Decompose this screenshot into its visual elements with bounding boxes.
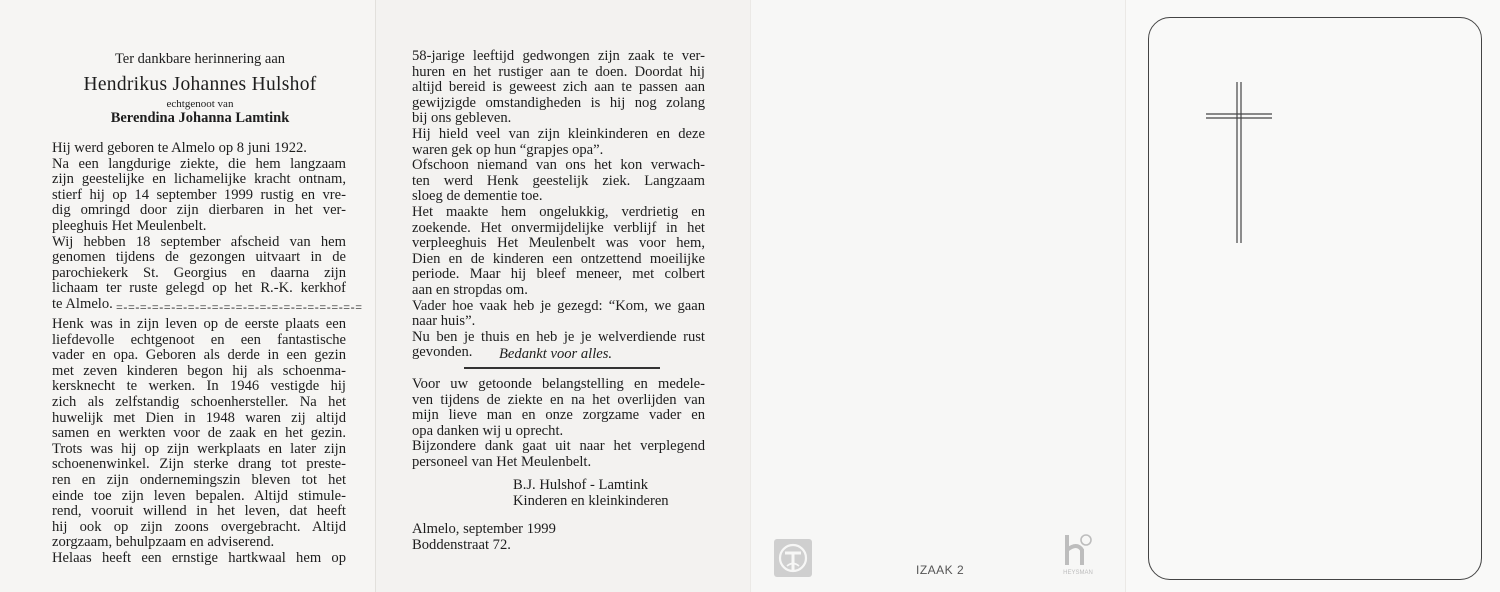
text-line: huren en het rustiger aan te doen. Doordat hij (412, 63, 705, 80)
text-line: te Almelo. (52, 295, 113, 312)
text-line: Het maakte hem ongelukkig, verdrietig en (412, 203, 705, 220)
text-line: zijn geestelijke en lichamelijke kracht ontnam, (52, 171, 346, 188)
text-line: Hij werd geboren te Almelo op 8 juni 1922. (52, 140, 307, 156)
text-line: Henk was in zijn leven op de eerste plaats een (52, 316, 346, 332)
thanks-line: Bedankt voor alles. (499, 346, 613, 362)
text-line: Dien en de kinderen een ontzettend moeilijke (412, 250, 705, 267)
text-line: periode. Maar hij bleef meneer, met colbert (412, 266, 705, 283)
text-line: personeel van Het Meulenbelt. (412, 453, 592, 470)
acknowledgement-paragraph (412, 377, 705, 471)
text-line: bij ons gebleven. (412, 110, 512, 127)
text-line: Voor uw getoonde belangstelling en medele- (412, 376, 705, 392)
text-line: Bijzondere dank gaat uit naar het verplegend (412, 438, 705, 455)
text-line: zoekende. Het onvermijdelijke verblijf in het (412, 219, 705, 236)
text-line: Helaas heeft een ernstige hartkwaal hem op (52, 549, 346, 566)
text-line: huwelijk met Dien in 1948 waren zij altijd (52, 409, 346, 426)
card-panel-inside-text (375, 0, 750, 592)
divider-rule (464, 367, 660, 369)
text-line: rend, vooruit willend in het leven, dat heeft (52, 503, 346, 520)
deceased-name: Hendrikus Johannes Hulshof (83, 74, 317, 95)
spouse-label: echtgenoot van (166, 98, 234, 110)
text-line: lichaam ter ruste gelegd op het R.-K. kerkhof (52, 280, 346, 297)
text-line: aan en stropdas om. (412, 281, 528, 298)
text-line: Na een langdurige ziekte, die hem langzaam (52, 155, 346, 172)
text-line: schoenenwinkel. Zijn sterke drang tot preste- (52, 456, 346, 473)
text-line: ren en zijn ondernemingszin bleven tot het (52, 471, 346, 488)
text-line: sloeg de dementie toe. (412, 188, 543, 205)
text-line: hij ook op zijn zoons overgebracht. Altijd (52, 518, 346, 535)
text-line: Trots was hij op zijn werkplaats en later zijn (52, 440, 346, 457)
text-line: Hij hield veel van zijn kleinkinderen en deze (412, 125, 705, 142)
text-line: samen en werkten voor de zaak en het gezin. (52, 425, 346, 442)
text-line: Nu ben je thuis en heb je je welverdiende rust (412, 328, 705, 345)
address: Boddenstraat 72. (412, 537, 511, 553)
text-line: Vader hoe vaak heb je gezegd: “Kom, we gaan (412, 297, 705, 314)
text-line: pleeghuis Het Meulenbelt. (52, 217, 207, 234)
text-line: naar huis”. (412, 313, 476, 330)
text-line: zich als zelfstandig schoenhersteller. Na het (52, 393, 346, 410)
signature-family: Kinderen en kleinkinderen (513, 493, 669, 509)
text-line: opa danken wij u oprecht. (412, 422, 564, 439)
text-line: Wij hebben 18 september afscheid van hem (52, 233, 346, 250)
text-line: parochiekerk St. Georgius en daarna zijn (52, 264, 346, 281)
card-code: IZAAK 2 (916, 563, 965, 577)
biography-continued (412, 49, 705, 361)
h-logo-icon (1063, 532, 1093, 576)
text-line: dig omringd door zijn dierbaren in het ver- (52, 202, 346, 219)
cover-frame (1148, 17, 1482, 580)
card-panel-front-text (0, 0, 375, 592)
printer-logo-text: HEYSMAN (1063, 570, 1093, 576)
text-line: gevonden. (412, 344, 473, 361)
text-line: altijd bereid is geweest zich aan te passen aan (412, 79, 705, 96)
card-panel-back (750, 0, 1125, 592)
signature-name: B.J. Hulshof - Lamtink (513, 477, 648, 493)
text-line: gewijzigde omstandigheden is hij nog zolang (412, 94, 705, 111)
text-line: Ofschoon niemand van ons het kon verwach- (412, 157, 705, 174)
spouse-name: Berendina Johanna Lamtink (110, 110, 290, 126)
text-line: mijn lieve man en onze zorgzame vader en (412, 407, 705, 424)
text-line: ten werd Henk geestelijk ziek. Langzaam (412, 172, 705, 189)
text-line: ven tijdens de ziekte en na het overlijden van (412, 391, 705, 408)
text-line: stierf hij op 14 september 1999 rustig en vre- (52, 186, 346, 203)
cross-icon (1204, 80, 1274, 245)
separator-line: =-=-=-=-=-=-=-=-=-=-=-=-=-=-=-=-=-=-=-=-= (116, 300, 363, 314)
text-line: zorgzaam, behulpzaam en adviserend. (52, 534, 275, 551)
text-line: 58-jarige leeftijd gedwongen zijn zaak te ver- (412, 48, 705, 64)
biography-paragraph-2 (52, 317, 346, 567)
text-line: liefdevolle echtgenoot en een fantastische (52, 331, 346, 348)
card-panel-cover (1125, 0, 1500, 592)
biography-paragraph-1 (52, 141, 346, 313)
text-line: genomen tijdens de gezongen uitvaart in de (52, 249, 346, 266)
text-line: verpleeghuis Het Meulenbelt was voor hem, (412, 235, 705, 252)
remembrance-heading: Ter dankbare herinnering aan (114, 51, 286, 67)
text-line: vader en opa. Geboren als derde in een gezin (52, 347, 346, 364)
text-line: kersknecht te werken. In 1946 vestigde hij (52, 378, 346, 395)
text-line: waren gek op hun “grapjes opa”. (412, 141, 604, 158)
circle-t-logo-icon (774, 539, 812, 577)
place-date: Almelo, september 1999 (412, 521, 556, 537)
text-line: einde toe zijn leven bepalen. Altijd stimule- (52, 487, 346, 504)
text-line: met zeven kinderen begon hij als schoenma- (52, 362, 346, 379)
